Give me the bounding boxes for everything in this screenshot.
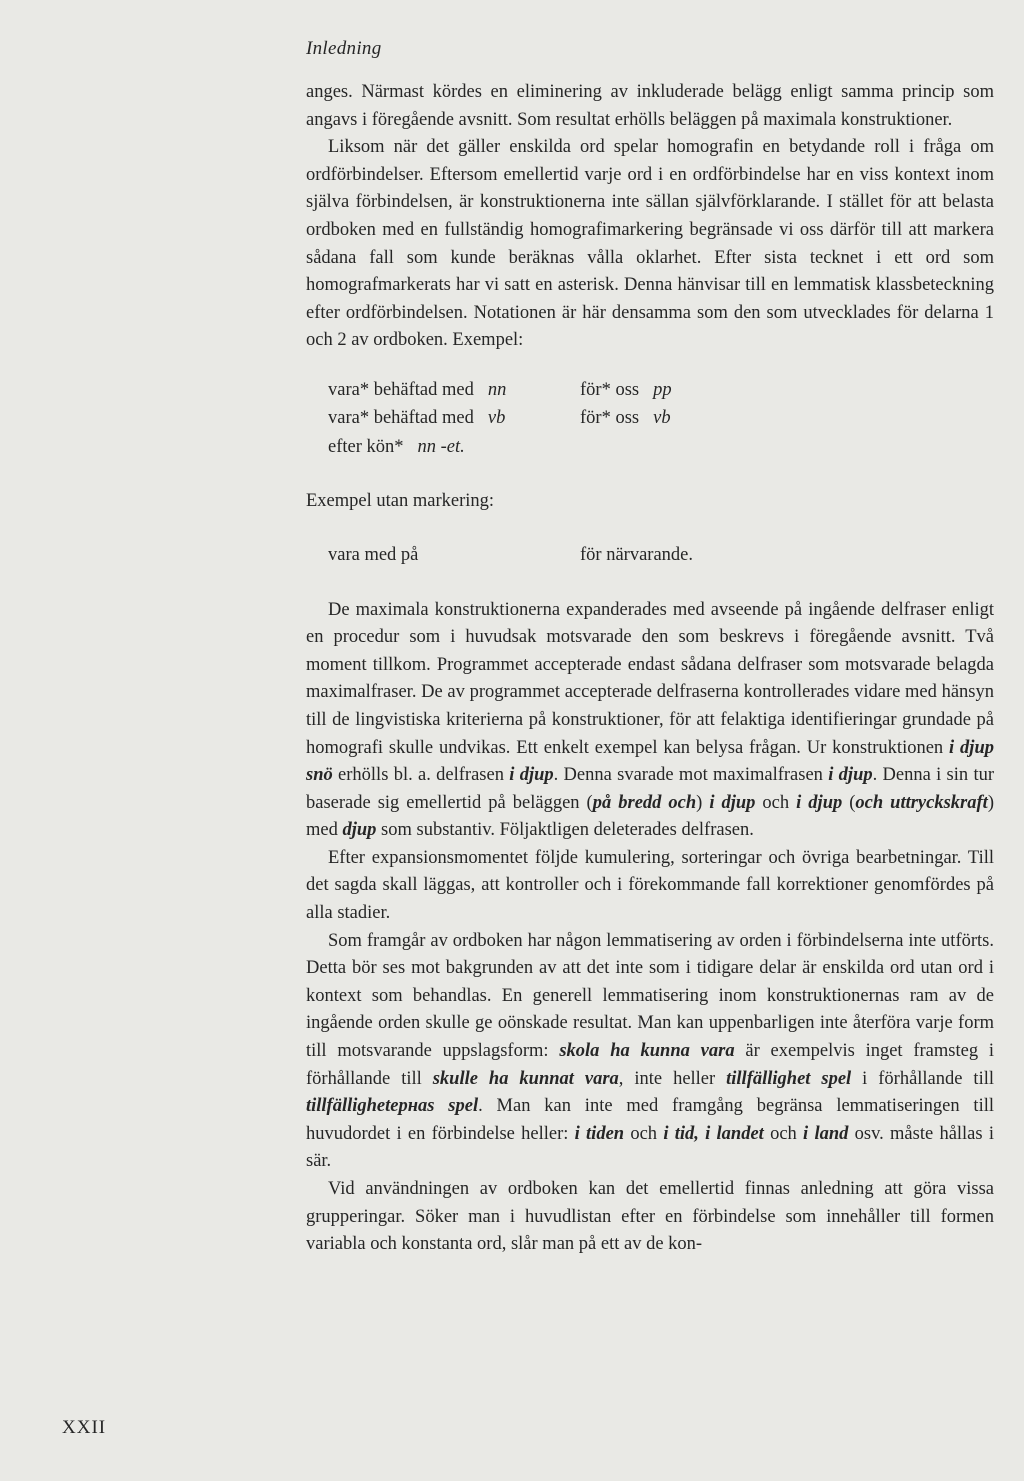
emphasis-phrase: i djup	[709, 792, 756, 813]
running-head: Inledning	[306, 38, 382, 59]
emphasis-phrase: i djup snö	[306, 737, 994, 786]
emphasis-phrase: i djup	[509, 765, 554, 786]
emphasis-phrase: tillfällighet spel	[726, 1068, 852, 1089]
text-run: i förhållande till	[851, 1068, 994, 1089]
text-run: som substantiv. Följaktligen deleterades delfrasen.	[376, 820, 754, 841]
emphasis-phrase: i djup	[796, 792, 843, 813]
text-run: Liksom när det gäller enskilda ord spelar homografin en betydande roll i fråga om ordförbindelser. Eftersom emellertid varje ord i en ordförbindelse har en viss kontext inom själva förbindelsen, är konstruktionerna inte sällan självförklarande. I stället för att belasta ordboken med en fullständig homografimarkering begränsade vi oss därför till att markera sådana fall som kunde beräknas vålla oklarhet. Efter sista tecknet i ett ord som homografmarkerats har vi satt en asterisk. Denna hänvisar till en lemmatisk klassbeteckning efter ordförbindelsen. Notationen är här densamma som den som utvecklades för delarna 1 och 2 av ordboken. Exempel:	[306, 137, 994, 351]
text-run: och	[763, 1123, 804, 1144]
class-tag: vb	[487, 408, 506, 429]
paragraph	[306, 134, 994, 355]
text-run: är exempelvis inget framsteg i förhållande till	[306, 1041, 995, 1089]
emphasis-phrase: i land	[803, 1123, 849, 1144]
class-tag: vb	[653, 408, 671, 429]
text-run: , inte heller	[618, 1068, 727, 1089]
class-tag: nn	[487, 379, 507, 400]
text-run: anges. Närmast kördes en eliminering av inkluderade belägg enligt samma princip som angavs i föregående avsnitt. Som resultat erhölls beläggen på maximala konstruktioner.	[306, 82, 994, 130]
example-row	[328, 434, 994, 463]
emphasis-phrase: djup	[342, 820, 377, 841]
text-run: Som framgår av ordboken har någon lemmatisering av orden i förbindelserna inte utförts. Detta bör ses mot bakgrunden av att det inte som i tidigare delar är enskilda ord utan ord i kontext som behandlas. En generell lemmatisering inom konstruktionernas ram av de ingående orden skulle ge oönskade resultat. Man kan uppenbarligen inte återföra varje form till motsvarande uppslagsform:	[306, 930, 994, 1062]
emphasis-phrase: i tiden	[574, 1123, 625, 1144]
text-run: ) med	[306, 792, 994, 841]
text-run: . Denna svarade mot maximalfrasen	[553, 765, 829, 786]
paragraphs-before	[306, 79, 994, 355]
text-run: och	[755, 792, 797, 813]
example-left: vara med på	[328, 545, 419, 566]
examples-unmarked	[328, 542, 994, 571]
text-run: . Denna i sin tur baserade sig emellertid på beläggen (	[306, 765, 994, 813]
example-left: efter kön* nn -et.	[328, 436, 465, 457]
text-run: erhölls bl. a. delfrasen	[332, 765, 510, 786]
emphasis-phrase: i tid, i landet	[663, 1123, 764, 1144]
emphasis-phrase: skulle ha kunnat vara	[432, 1068, 619, 1089]
examples-marked	[328, 377, 994, 463]
paragraphs-after	[306, 597, 994, 1259]
example-row	[328, 377, 994, 406]
text-run: Efter expansionsmomentet följde kumulering, sorteringar och övriga bearbetningar. Till det sagda skall läggas, att kontroller och i förekommande fall korrektioner genomfördes på alla stadier.	[306, 847, 994, 924]
emphasis-phrase: på bredd och	[592, 792, 697, 813]
emphasis-phrase: och uttryckskraft	[855, 792, 988, 813]
class-tag: pp	[653, 379, 672, 400]
text-run: Vid användningen av ordboken kan det emellertid finnas anledning att göra vissa grupperingar. Söker man i huvudlistan efter en förbindelse som innehåller till formen variabla och konstanta ord, slår man på ett av de kon-	[306, 1179, 994, 1255]
text-run: osv. måste hållas i sär.	[306, 1123, 994, 1172]
emphasis-phrase: skola ha kunna vara	[559, 1041, 735, 1062]
example-left: vara* behäftad med vb	[328, 408, 506, 429]
example-right: för* oss vb	[580, 408, 671, 429]
text-run: )	[696, 792, 710, 813]
example-row	[328, 405, 994, 434]
paragraph	[306, 597, 994, 845]
text-run: . Man kan inte med framgång begränsa lemmatiseringen till huvudordet i en förbindelse heller:	[306, 1096, 994, 1144]
example-left: vara* behäftad med nn	[328, 379, 507, 400]
text-run: och	[624, 1123, 664, 1144]
paragraph	[306, 79, 994, 134]
examples-unmarked-label: Exempel utan markering:	[306, 491, 495, 512]
text-run: (	[842, 792, 856, 813]
paragraph	[306, 845, 994, 928]
example-row	[328, 542, 994, 571]
text-run: De maximala konstruktionerna expanderades med avseende på ingående delfraser enligt en procedur som i huvudsak motsvarade den som beskrevs i föregående avsnitt. Två moment tillkom. Programmet accepterade endast sådana delfraser som motsvarade belagda maximalfraser. De av programmet accepterade delfraserna kontrollerades vidare med hänsyn till de lingvistiska kriterierna på konstruktioner, för att felaktiga identifieringar grundade på homografi skulle undvikas. Ett enkelt exempel kan belysa frågan. Ur konstruktionen	[306, 599, 994, 758]
paragraph	[306, 928, 994, 1176]
paragraph	[306, 1176, 994, 1259]
emphasis-phrase: tillfällighetернas spel	[306, 1096, 479, 1117]
emphasis-phrase: i djup	[828, 765, 873, 786]
page-number: XXII	[62, 1417, 107, 1438]
class-tag: nn -et.	[417, 436, 465, 457]
example-right: för närvarande.	[580, 545, 693, 566]
example-right: för* oss pp	[580, 379, 672, 400]
body-text	[306, 79, 994, 1259]
